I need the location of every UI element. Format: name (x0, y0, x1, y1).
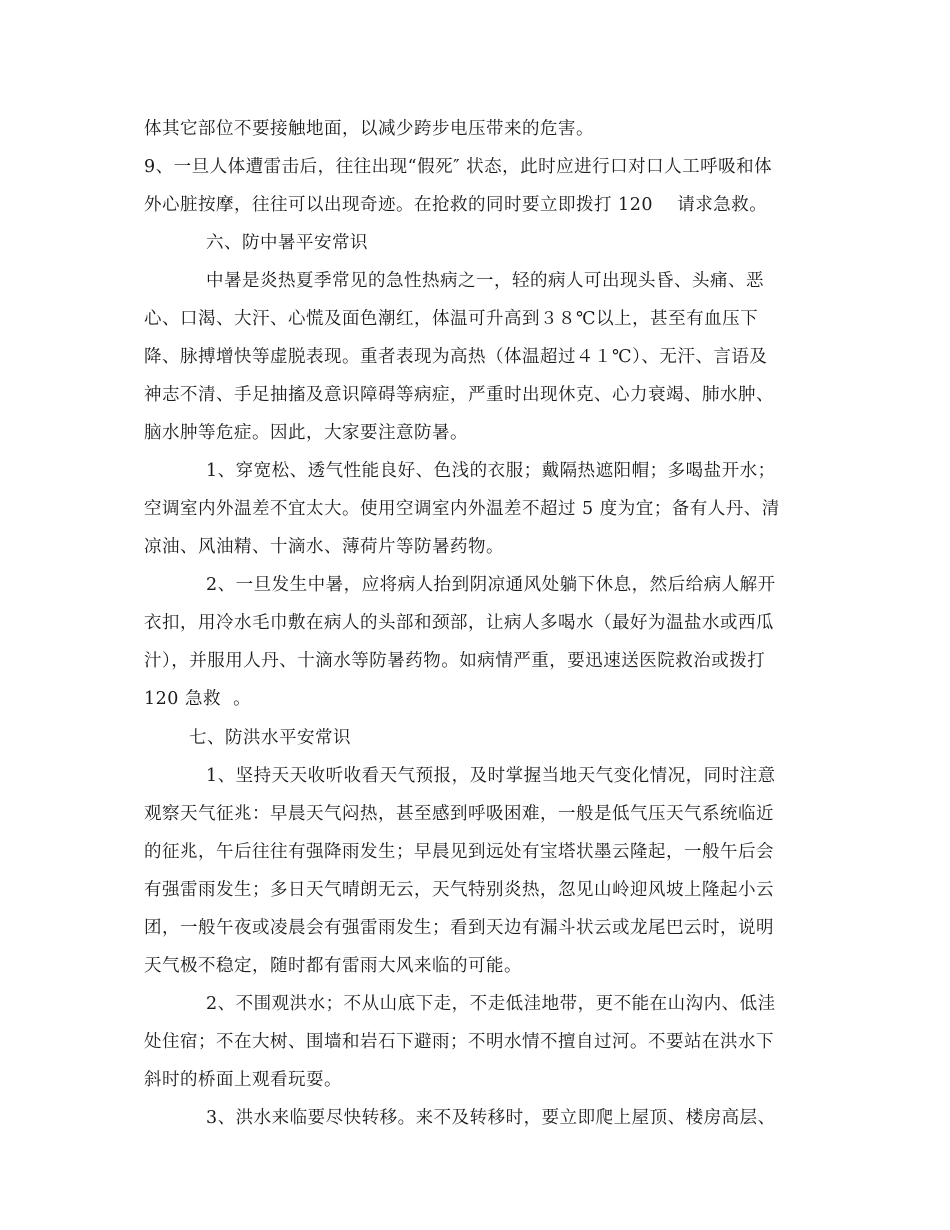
text-line: 体其它部位不要接触地面，以减少跨步电压带来的危害。 (144, 119, 594, 139)
text-line: 汁），并服用人丹、十滴水等防暑药物。如病情严重，要迅速送医院救治或拨打 (144, 651, 766, 671)
text-line: 2、不围观洪水；不从山底下走，不走低洼地带，更不能在山沟内、低洼 (206, 994, 776, 1014)
text-line: 天气极不稳定，随时都有雷雨大风来临的可能。 (144, 956, 522, 976)
text-line: 衣扣，用冷水毛巾敷在病人的头部和颈部，让病人多喝水（最好为温盐水或西瓜 (144, 613, 774, 633)
text-line: 神志不清、手足抽搐及意识障碍等病症，严重时出现休克、心力衰竭、肺水肿、 (144, 385, 774, 405)
section-heading: 七、防洪水平安常识 (189, 728, 351, 748)
section-heading: 六、防中暑平安常识 (206, 233, 368, 253)
text-line: 3、洪水来临要尽快转移。来不及转移时，要立即爬上屋顶、楼房高层、 (206, 1108, 776, 1128)
text-line: 的征兆，午后往往有强降雨发生；早晨见到远处有宝塔状墨云隆起，一般午后会 (144, 842, 774, 862)
text-line: 斜时的桥面上观看玩耍。 (144, 1070, 342, 1090)
text-line: 外心脏按摩，往往可以出现奇迹。在抢救的同时要立即拨打 120 请求急救。 (144, 195, 768, 215)
text-line: 脑水肿等危症。因此，大家要注意防暑。 (144, 423, 468, 443)
text-line: 120 急救 。 (144, 689, 252, 709)
text-line: 中暑是炎热夏季常见的急性热病之一，轻的病人可出现头昏、头痛、恶 (206, 271, 764, 291)
text-line: 有强雷雨发生；多日天气晴朗无云，天气特别炎热，忽见山岭迎风坡上隆起小云 (144, 880, 774, 900)
text-line: 团，一般午夜或凌晨会有强雷雨发生；看到天边有漏斗状云或龙尾巴云时，说明 (144, 918, 774, 938)
text-line: 空调室内外温差不宜太大。使用空调室内外温差不超过 5 度为宜；备有人丹、清 (144, 499, 780, 519)
text-line: 1、穿宽松、透气性能良好、色浅的衣服；戴隔热遮阳帽；多喝盐开水； (206, 461, 776, 481)
text-line: 降、脉搏增快等虚脱表现。重者表现为高热（体温超过４１℃）、无汗、言语及 (144, 347, 768, 367)
text-line: 心、口渴、大汗、心慌及面色潮红，体温可升高到３８℃以上，甚至有血压下 (144, 309, 759, 329)
text-line: 1、坚持天天收听收看天气预报，及时掌握当地天气变化情况，同时注意 (206, 766, 776, 786)
text-line: 处住宿；不在大树、围墙和岩石下避雨；不明水情不擅自过河。不要站在洪水下 (144, 1032, 774, 1052)
text-line: 9、一旦人体遭雷击后，往往出现“假死″ 状态，此时应进行口对口人工呼吸和体 (144, 157, 773, 177)
text-line: 凉油、风油精、十滴水、薄荷片等防暑药物。 (144, 537, 504, 557)
text-line: 2、一旦发生中暑，应将病人抬到阴凉通风处躺下休息，然后给病人解开 (206, 575, 776, 595)
text-line: 观察天气征兆：早晨天气闷热，甚至感到呼吸困难，一般是低气压天气系统临近 (144, 804, 774, 824)
